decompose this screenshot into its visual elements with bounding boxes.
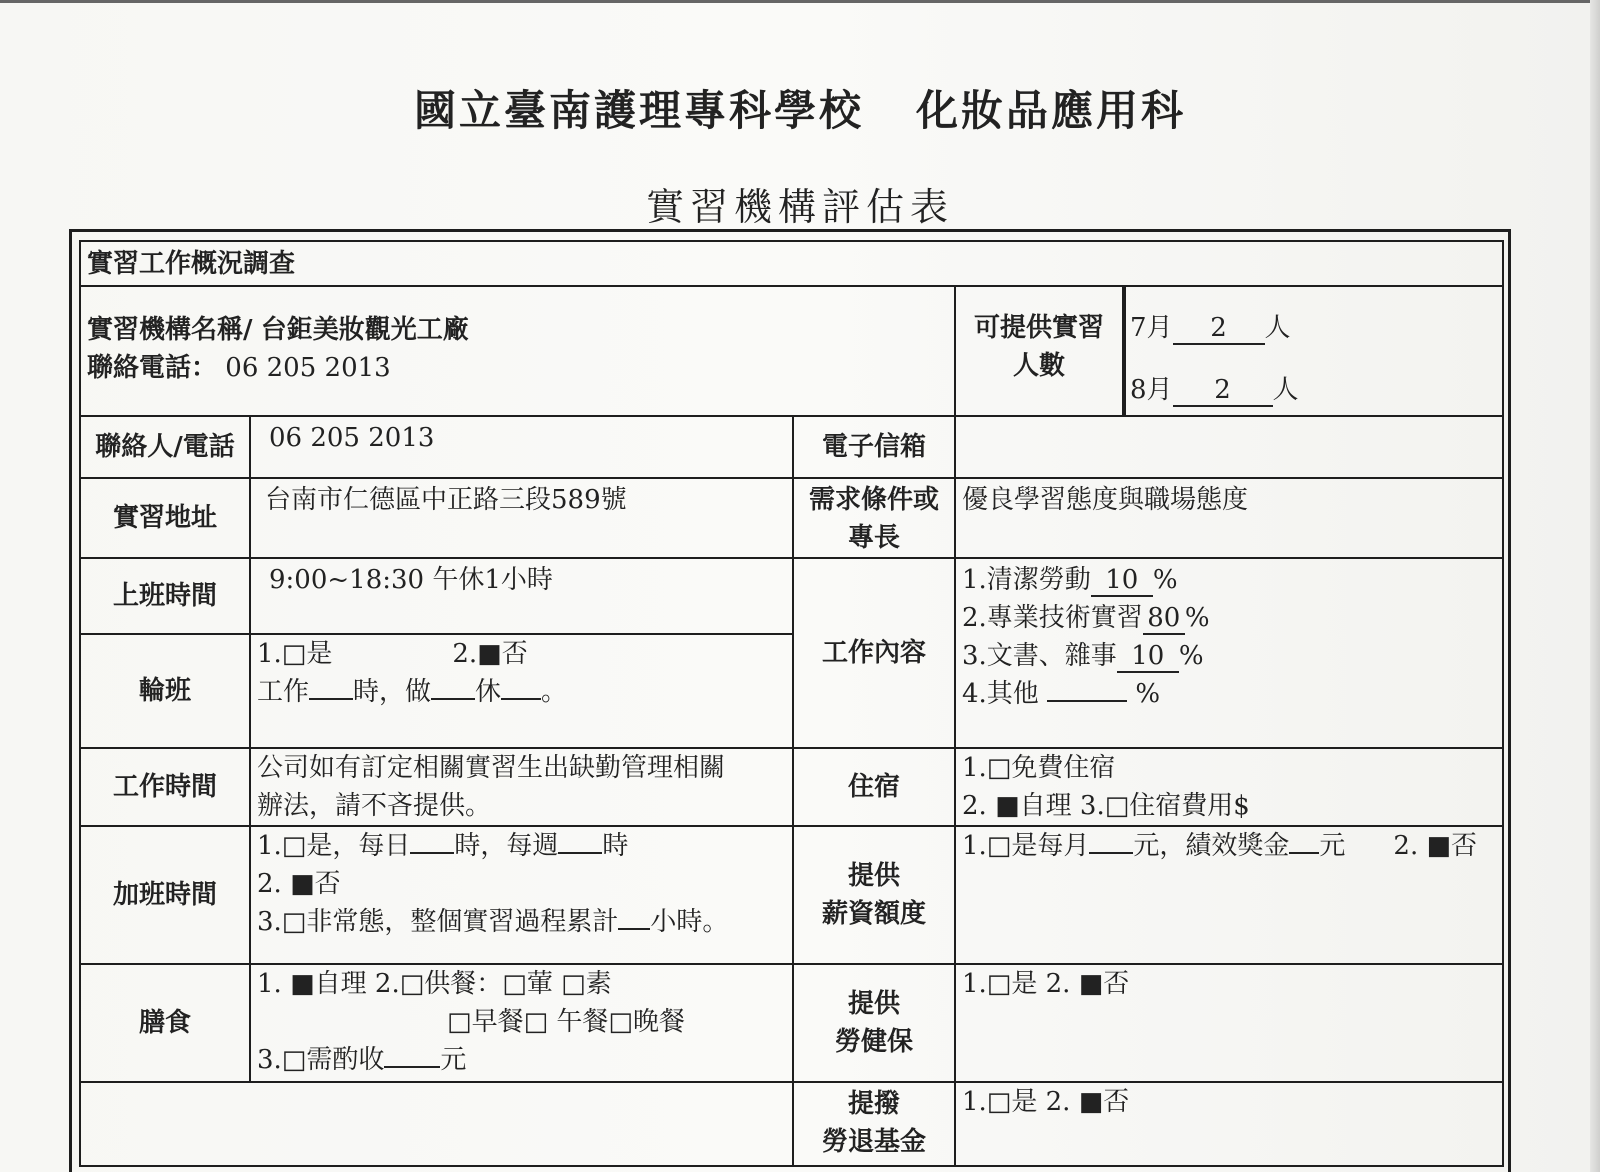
section-title: 實習工作概況調查	[80, 241, 1503, 286]
hours-row	[80, 558, 1503, 634]
hours-label: 上班時間	[80, 558, 250, 634]
salary-label-line1: 提供	[847, 861, 900, 891]
overtime-row	[80, 826, 1503, 964]
job-item-other: 4.其他 %	[962, 679, 1161, 709]
meals-line3-a: 3.□需酌收	[257, 1045, 385, 1075]
overtime-line1-c: 時	[602, 831, 629, 861]
shift-rest-text: 休	[475, 677, 502, 707]
meals-row	[80, 964, 1503, 1082]
address-text: 台南市仁德區中正路三段589號	[265, 485, 627, 515]
overtime-line1-a: 1.□是，每日	[257, 831, 411, 861]
department-name: 化妝品應用科	[916, 86, 1187, 135]
pension-empty-cell	[80, 1082, 793, 1166]
institution-phone: 06 205 2013	[225, 353, 391, 383]
meals-line3-b: 元	[440, 1045, 467, 1075]
email-value	[955, 416, 1503, 478]
shift-value: 1.□是 2.■否 工作 時，做 休 。	[250, 634, 793, 748]
address-label: 實習地址	[80, 478, 250, 558]
overtime-label: 加班時間	[80, 826, 250, 964]
august-unit: 人	[1272, 375, 1299, 405]
insurance-label	[793, 964, 955, 1082]
shift-yes-option: 1.□是	[257, 639, 333, 669]
evaluation-form-table	[79, 240, 1504, 1167]
lodging-value	[955, 748, 1503, 826]
overtime-line2: 2. ■否	[257, 869, 341, 899]
job-content-label: 工作內容	[793, 558, 955, 748]
contact-label: 聯絡人/電話	[80, 416, 250, 478]
contact-row	[80, 416, 1503, 478]
phone-label: 聯絡電話：	[87, 353, 218, 383]
institution-row	[80, 286, 1503, 416]
job-item-technical: 2.專業技術實習 80 %	[962, 603, 1210, 633]
overtime-line3-a: 3.□非常態，整個實習過程累計	[257, 907, 619, 937]
meals-line1: 1. ■自理 2.□供餐：□葷 □素	[257, 969, 612, 999]
pension-label-line1: 提撥	[847, 1089, 900, 1119]
august-count: 2	[1173, 375, 1273, 407]
salary-label	[793, 826, 955, 964]
section-row	[80, 241, 1503, 286]
email-label: 電子信箱	[793, 416, 955, 478]
insurance-value: 1.□是 2. ■否	[955, 964, 1503, 1082]
salary-no-option: 2. ■否	[1393, 831, 1478, 861]
shift-hour-text: 時，做	[353, 677, 432, 707]
hours-value	[250, 558, 793, 634]
address-row	[80, 478, 1503, 558]
requirement-label-line1: 需求條件或	[808, 485, 939, 515]
shift-label: 輪班	[80, 634, 250, 748]
insurance-label-line1: 提供	[847, 989, 900, 1019]
work-time-line1: 公司如有訂定相關實習生出缺勤管理相關	[257, 753, 726, 783]
pension-label-line2: 勞退基金	[821, 1127, 926, 1157]
july-label: 7月	[1130, 313, 1173, 343]
salary-value	[955, 826, 1503, 964]
school-title	[0, 78, 1600, 138]
salary-text-c: 元	[1319, 831, 1346, 861]
institution-cell	[80, 286, 955, 416]
capacity-label-line1: 可提供實習	[973, 313, 1104, 343]
lodging-label: 住宿	[793, 748, 955, 826]
work-time-value	[250, 748, 793, 826]
work-time-label: 工作時間	[80, 748, 250, 826]
address-value	[250, 478, 793, 558]
pension-row	[80, 1082, 1503, 1166]
meals-label: 膳食	[80, 964, 250, 1082]
meals-line2: □早餐□ 午餐□晚餐	[447, 1007, 685, 1037]
contact-phone: 06 205 2013	[269, 423, 435, 453]
contact-value	[250, 416, 793, 478]
work-time-line2: 辦法，請不吝提供。	[257, 791, 492, 821]
job-item-cleaning: 1.清潔勞動 10 %	[962, 565, 1178, 595]
capacity-label	[955, 286, 1123, 416]
july-count: 2	[1173, 313, 1265, 345]
work-time-row	[80, 748, 1503, 826]
salary-text-a: 1.□是每月	[962, 831, 1090, 861]
salary-label-line2: 薪資額度	[821, 899, 926, 929]
insurance-label-line2: 勞健保	[834, 1027, 913, 1057]
capacity-label-line2: 人數	[1012, 351, 1065, 381]
overtime-value	[250, 826, 793, 964]
lodging-line1: 1.□免費住宿	[962, 753, 1116, 783]
institution-name-label: 實習機構名稱/	[87, 315, 253, 345]
form-title: 實習機構評估表	[645, 185, 954, 229]
requirement-value	[955, 478, 1503, 558]
hours-text: 9:00~18:30 午休1小時	[269, 565, 553, 595]
requirement-label-line2: 專長	[847, 523, 900, 553]
overtime-line3-b: 小時。	[650, 907, 729, 937]
requirement-label	[793, 478, 955, 558]
lodging-line2: 2. ■自理 3.□住宿費用$	[962, 791, 1250, 821]
shift-no-option: 2.■否	[452, 639, 528, 669]
school-name: 國立臺南護理專科學校	[413, 86, 864, 135]
pension-value: 1.□是 2. ■否	[955, 1082, 1503, 1166]
institution-name: 台鉅美妝觀光工廠	[260, 315, 469, 345]
pension-label	[793, 1082, 955, 1166]
july-unit: 人	[1264, 313, 1291, 343]
shift-work-text: 工作	[257, 677, 310, 707]
scan-top-edge	[0, 0, 1600, 3]
august-label: 8月	[1130, 375, 1173, 405]
job-item-clerical: 3.文書、雜事 10 %	[962, 641, 1204, 671]
capacity-values	[1123, 286, 1503, 416]
meals-value	[250, 964, 793, 1082]
job-content-value	[955, 558, 1503, 748]
overtime-line1-b: 時，每週	[454, 831, 559, 861]
salary-text-b: 元，績效獎金	[1133, 831, 1290, 861]
requirement-text: 優良學習態度與職場態度	[962, 485, 1249, 515]
